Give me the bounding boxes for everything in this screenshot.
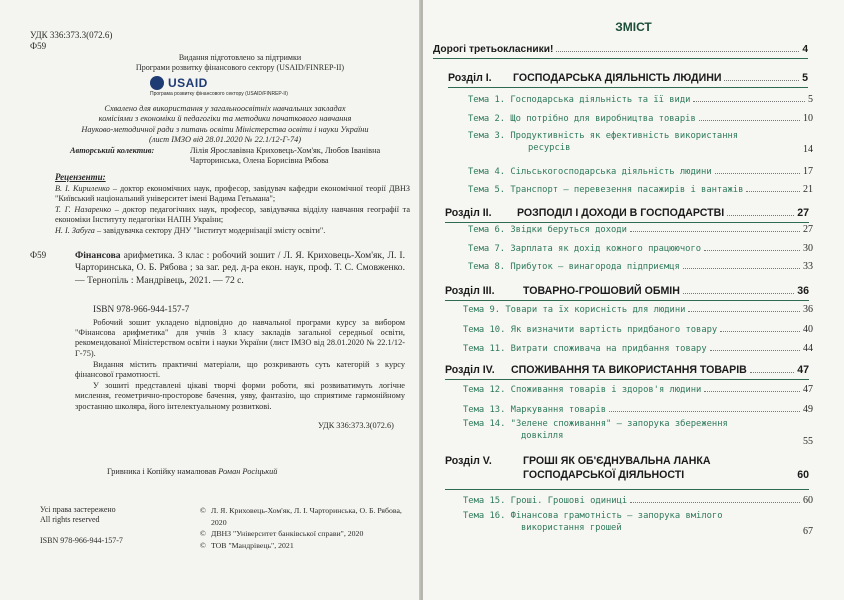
support-note (130, 53, 350, 73)
toc-page-number: 4 (802, 44, 808, 55)
bib-text: арифметика. 3 клас : робочий зошит / Л. Я. Криховець-Хом'як, Л. І. Чарторинська, О. Б. Рябова ; за заг. ред. д-ра екон. наук, проф. Т. С. Смовженко. — Тернопіль : Мандрівець, 2021. — 72 с. (75, 250, 405, 286)
copyright-text: Л. Я. Криховець-Хом'як, Л. І. Чарторинська, О. Б. Рябова, 2020 (211, 506, 402, 527)
imprint-page (0, 0, 421, 600)
usaid-subtitle: Програма розвитку фінансового сектору (USAID/FINREP-II) (150, 91, 288, 97)
illustrator-text: Гривника і Копійку намалював (107, 467, 219, 476)
copyright-icon: © (200, 506, 206, 515)
toc-section-row (445, 455, 809, 490)
toc-theme-row (463, 304, 813, 315)
illustrator-credit (107, 467, 277, 476)
toc-section-row (445, 285, 809, 301)
theme-label: Тема 11. Витрати споживача на придбання товару (463, 344, 707, 354)
annotation-paragraph: Робочий зошит укладено відповідно до навчальної програми курсу за вибором "Фінансова арифметика" для учнів 3 класу закладів загальної середньої освіти, рекомендованої Міністерством освіти і науки України (лист ІМЗО від 28.01.2020 № 22.1/12-Г-75). (75, 318, 405, 358)
section-title: ГОСПОДАРСЬКА ДІЯЛЬНІСТЬ ЛЮДИНИ (513, 72, 722, 84)
dot-leader (683, 268, 800, 269)
bibliographic-record (75, 250, 405, 287)
toc-page-number: 27 (797, 207, 809, 219)
section-number: Розділ IV. (445, 364, 495, 376)
dot-leader (699, 120, 800, 121)
toc-theme-row (463, 343, 813, 354)
copyright-text: ТОВ "Мандрівець", 2021 (211, 540, 294, 550)
authors-names (190, 146, 400, 167)
dot-leader (704, 391, 800, 392)
theme-label-cont: ресурсів (528, 143, 571, 153)
authors-label: Авторський колектив: (70, 146, 155, 155)
approval-line: комісіями з економіки й педагогіки та методики початкового навчання (98, 114, 352, 124)
toc-page-number: 27 (803, 224, 813, 235)
isbn-footer: ISBN 978-966-944-157-7 (40, 536, 123, 545)
toc-section-row (445, 207, 809, 223)
theme-label-cont: використання грошей (521, 523, 622, 533)
reviewer-entry (55, 226, 410, 236)
approval-line: Науково-методичної ради з питань освіти Міністерства освіти і науки України (81, 124, 369, 134)
rights-notice (40, 505, 116, 525)
theme-label: Тема 6. Звідки беруться доходи (468, 225, 627, 235)
toc-theme-row (468, 130, 813, 156)
annotation-paragraph: Видання містить практичні матеріали, що розкривають суть категорій з курсу фінансової грамотності. (75, 359, 405, 380)
reviewer-name: В. І. Кириленко (55, 184, 110, 193)
reviewer-name: Н. І. Забуга (55, 225, 95, 235)
toc-page-number: 47 (803, 384, 813, 395)
udk-mid: УДК 336:373.3(072.6) (318, 421, 394, 430)
bib-title: Фінансова (75, 250, 121, 261)
toc-page-number: 40 (803, 324, 813, 335)
dot-leader (720, 331, 800, 332)
theme-label: Тема 14. "Зелене споживання" – запорука збереження (463, 419, 728, 429)
theme-label: Тема 12. Споживання товарів і здоров'я людини (463, 385, 702, 395)
toc-page-number: 60 (797, 469, 809, 481)
copyright-line (200, 528, 405, 540)
toc-page-number: 33 (803, 261, 813, 272)
usaid-wordmark: USAID (168, 76, 208, 90)
toc-intro-row (433, 44, 808, 59)
section-title-cont: ГОСПОДАРСЬКОЇ ДІЯЛЬНОСТІ (523, 469, 685, 481)
toc-section-row (448, 72, 808, 88)
support-line: Програми розвитку фінансового сектору (USAID/FINREP-II) (135, 63, 345, 72)
toc-theme-row (468, 243, 813, 254)
dot-leader (724, 80, 799, 81)
annotation (75, 318, 405, 413)
toc-theme-row (463, 324, 813, 335)
copyright-icon: © (200, 540, 206, 550)
copyright-block (200, 505, 405, 551)
toc-page-number: 60 (803, 495, 813, 506)
reviewer-entry (55, 184, 410, 205)
rights-line: Усі права застережено (40, 505, 116, 514)
dot-leader (630, 502, 800, 503)
theme-label: Тема 1. Господарська діяльність та її види (468, 95, 691, 105)
toc-theme-row (468, 261, 813, 272)
reviewer-desc: – завідувачка сектору ДНУ "Інститут модернізації змісту освіти". (94, 225, 326, 235)
catalog-index-mid: Ф59 (30, 250, 47, 260)
theme-label: Тема 2. Що потрібно для виробництва товарів (468, 114, 696, 124)
isbn-main: ISBN 978-966-944-157-7 (93, 305, 190, 315)
section-title: ТОВАРНО-ГРОШОВИЙ ОБМІН (523, 285, 680, 297)
toc-theme-row (463, 510, 813, 538)
toc-page-number: 21 (803, 184, 813, 195)
section-title: РОЗПОДІЛ І ДОХОДИ В ГОСПОДАРСТВІ (517, 207, 725, 219)
usaid-logo (150, 76, 310, 90)
toc-theme-row (468, 113, 813, 124)
dot-leader (683, 293, 794, 294)
illustrator-name: Роман Росіцький (218, 467, 278, 476)
theme-label-cont: довкілля (521, 431, 564, 441)
toc-theme-row (468, 224, 813, 235)
toc-page-number: 5 (808, 94, 813, 105)
copyright-icon: © (200, 529, 206, 538)
toc-theme-row (463, 495, 813, 506)
theme-label: Тема 7. Зарплата як дохід кожного працюючого (468, 244, 702, 254)
dot-leader (704, 250, 800, 251)
dot-leader (746, 191, 800, 192)
section-title: ГРОШІ ЯК ОБ'ЄДНУВАЛЬНА ЛАНКА (523, 455, 711, 467)
dot-leader (630, 231, 800, 232)
reviewers-heading: Рецензенти: (55, 172, 106, 182)
theme-label: Тема 5. Транспорт – перевезення пасажирів і вантажів (468, 185, 744, 195)
toc-page-number: 49 (803, 404, 813, 415)
catalog-index-top: Ф59 (30, 41, 47, 51)
copyright-text: ДВНЗ "Університет банківської справи", 2020 (211, 529, 364, 538)
toc-intro-label: Дорогі третьокласники! (433, 44, 554, 55)
theme-label: Тема 15. Гроші. Грошові одиниці (463, 496, 628, 506)
toc-section-row (445, 364, 809, 380)
dot-leader (609, 411, 800, 412)
approval-line: (лист ІМЗО від 28.01.2020 № 22.1/12-Г-74) (148, 134, 302, 144)
toc-page-number: 10 (803, 113, 813, 124)
toc-page-number: 36 (797, 285, 809, 297)
section-number: Розділ V. (445, 455, 492, 467)
support-line: Видання підготовлено за підтримки (178, 53, 302, 62)
approval-line: Схвалено для використання у загальноосвітніх навчальних закладах (104, 104, 346, 113)
authors-line: Лілія Ярославівна Криховець-Хом'як, Любов Іванівна (190, 146, 381, 155)
section-number: Розділ II. (445, 207, 492, 219)
usaid-seal-icon (150, 76, 164, 90)
toc-title: ЗМІСТ (615, 20, 652, 34)
theme-label: Тема 4. Сільськогосподарська діяльність людини (468, 167, 712, 177)
reviewers-list (55, 184, 410, 236)
toc-theme-row (468, 94, 813, 105)
approval-statement (60, 104, 390, 145)
toc-page-number: 36 (803, 304, 813, 315)
reviewer-entry (55, 205, 410, 226)
reviewer-desc: – доктор економічних наук, професор, завідувач кафедри економічної теорії ДВНЗ "Київський національний університет імені Вадима Гетьмана"; (55, 184, 410, 204)
dot-leader (556, 51, 799, 52)
theme-label: Тема 16. Фінансова грамотність – запорука вмілого (463, 511, 723, 521)
dot-leader (727, 215, 794, 216)
bleed-through-text (250, 14, 253, 25)
dot-leader (710, 350, 800, 351)
toc-page-number: 55 (803, 436, 813, 447)
dot-leader (688, 311, 800, 312)
toc-theme-row (463, 404, 813, 415)
dot-leader (693, 101, 805, 102)
toc-theme-row (463, 418, 813, 448)
theme-label: Тема 13. Маркування товарів (463, 405, 606, 415)
section-number: Розділ III. (445, 285, 495, 297)
copyright-line (200, 505, 405, 528)
copyright-line (200, 540, 405, 552)
section-title: СПОЖИВАННЯ ТА ВИКОРИСТАННЯ ТОВАРІВ (511, 364, 747, 376)
toc-page-number: 5 (802, 72, 808, 84)
toc-page-number: 30 (803, 243, 813, 254)
udk-top: УДК 336:373.3(072.6) (30, 30, 113, 40)
reviewer-name: Т. Г. Назаренко (55, 204, 112, 214)
dot-leader (750, 372, 794, 373)
theme-label: Тема 10. Як визначити вартість придбаного товару (463, 325, 718, 335)
section-number: Розділ I. (448, 72, 492, 84)
rights-line: All rights reserved (40, 515, 100, 525)
toc-theme-row (468, 166, 813, 177)
authors-line: Чарторинська, Олена Борисівна Рябова (190, 156, 329, 166)
theme-label: Тема 3. Продуктивність як ефективність використання (468, 131, 739, 141)
reviewer-desc: – доктор педагогічних наук, професор, завідувачка відділу навчання географії та економіки Інституту педагогіки НАПН України; (55, 204, 410, 225)
annotation-paragraph: У зошиті представлені цікаві творчі форми роботи, які розвиватимуть логічне мислення, геометрично-просторове бачення, уяву, фантазію, що сприятиме гармонійному зростанню школяра, його інтелектуальному розвиткові. (75, 381, 405, 411)
toc-theme-row (468, 184, 813, 195)
toc-page-number: 67 (803, 526, 813, 537)
toc-page (423, 0, 844, 600)
theme-label: Тема 9. Товари та їх корисність для людини (463, 305, 686, 315)
theme-label: Тема 8. Прибуток – винагорода підприємця (468, 262, 680, 272)
toc-theme-row (463, 384, 813, 395)
dot-leader (715, 173, 800, 174)
toc-page-number: 14 (803, 144, 813, 155)
toc-page-number: 47 (797, 364, 809, 376)
toc-page-number: 17 (803, 166, 813, 177)
toc-page-number: 44 (803, 343, 813, 354)
